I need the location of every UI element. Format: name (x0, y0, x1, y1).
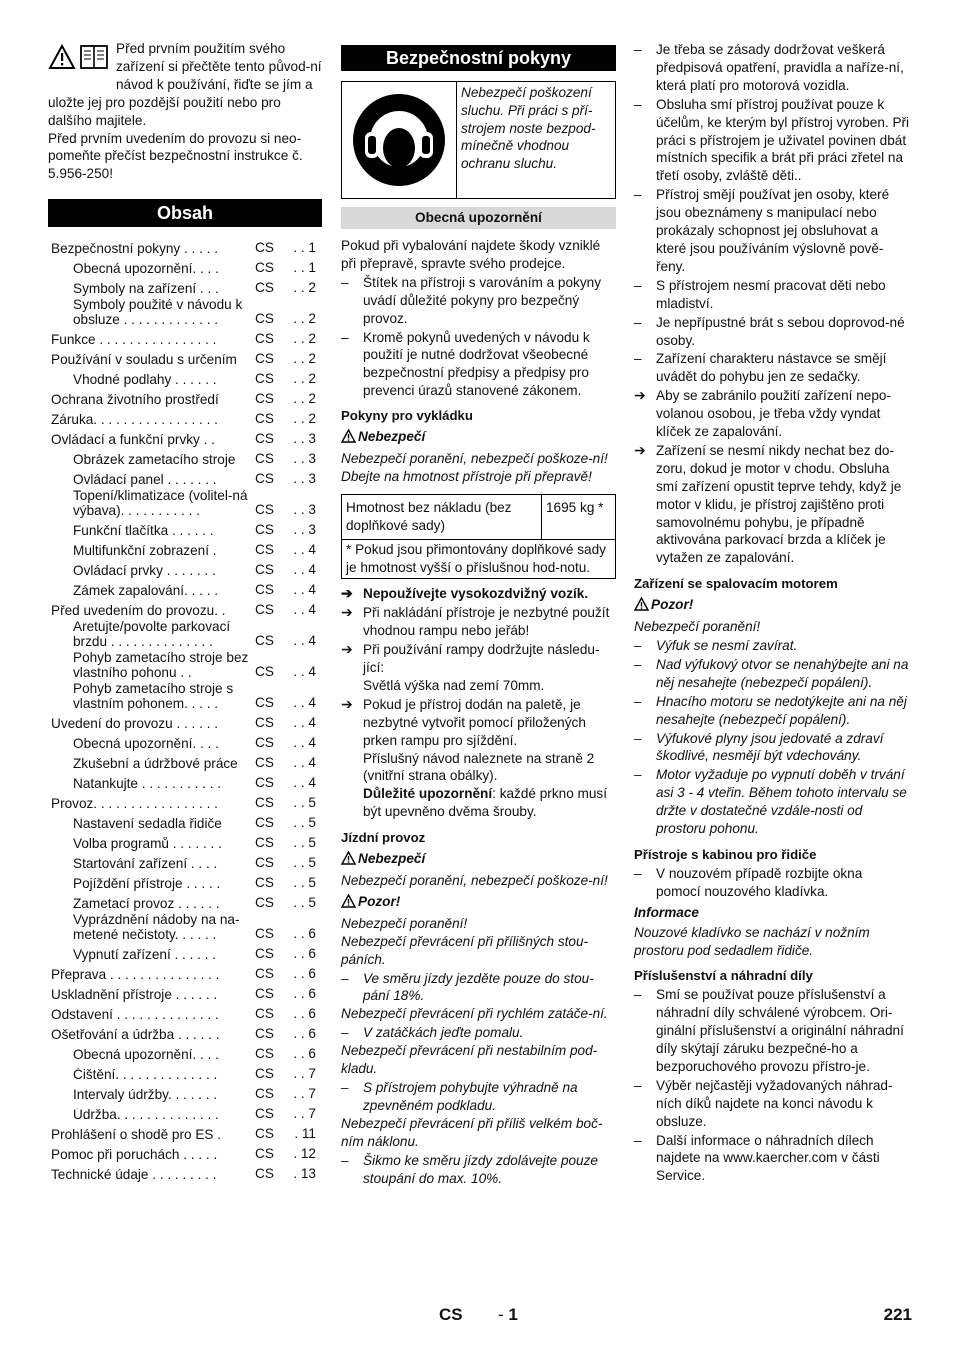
toc-entry-lang: CS (255, 855, 274, 871)
toc-entry-lang: CS (255, 391, 274, 407)
toc-row (48, 712, 322, 732)
arrow-item: ➔ Nepoužívejte vysokozdvižný vozík. (341, 585, 589, 602)
toc-entry-title: Aretujte/povolte parkovací brzdu . . . . . . . . . . . . . . (73, 620, 231, 649)
toc-entry-page: . . 1 (293, 240, 316, 256)
warning-icon (341, 893, 358, 913)
rules-list (634, 41, 910, 386)
toc-entry-title: Obecná upozornění. . . . (73, 261, 219, 276)
tip-text: Nebezpečí převrácení při přílišných stou-páních. (341, 933, 589, 967)
toc-row (48, 1163, 322, 1183)
toc-entry-title: Pohyb zametacího stroje s vlastním pohonem. . . . . (73, 682, 234, 711)
accessories-title: Příslušenství a náhradní díly (634, 968, 813, 984)
toc-entry-lang: CS (255, 1066, 274, 1082)
list-item: – V zatáčkách jeďte pomalu. (341, 1024, 616, 1042)
unload-title: Pokyny pro vykládku (341, 408, 473, 424)
column-2 (341, 45, 616, 1187)
cab-title: Přístroje s kabinou pro řidiče (634, 846, 817, 862)
toc-entry-title: Intervaly údržby. . . . . . . (73, 1087, 218, 1102)
toc-row (48, 1003, 322, 1023)
tip-text: Nebezpečí převrácení při rychlém zatáče-ní. (341, 1006, 608, 1022)
list-item: – Přístroj smějí používat jen osoby, které jsou obeznámeny s manipulací nebo prokázaly schopnost jej obsluhovat a které jsou používáním výslovně pově-řeny. (634, 186, 910, 276)
toc-entry-lang: CS (255, 331, 274, 347)
toc-entry-page: . . 4 (293, 695, 316, 711)
mass-label: Hmotnost bez nákladu (bez doplňkové sady) (342, 495, 542, 539)
general-notes-title: Obecná upozornění (341, 207, 616, 229)
toc-row (48, 852, 322, 872)
toc-entry-page: . . 4 (293, 775, 316, 791)
toc-entry-title: Záruka. . . . . . . . . . . . . . . . . (51, 412, 218, 427)
toc-entry-lang: CS (255, 946, 274, 962)
toc-row (48, 297, 322, 328)
toc-entry-title: Startování zařízení . . . . (73, 856, 218, 871)
toc-entry-lang: CS (255, 1026, 274, 1042)
toc-entry-page: . . 5 (293, 875, 316, 891)
toc-entry-title: Obrázek zametacího stroje (73, 452, 236, 467)
warning-icon (341, 428, 358, 448)
toc-row (48, 448, 322, 468)
arrow-right-icon: ➔ (341, 585, 353, 602)
toc-entry-lang: CS (255, 695, 274, 711)
intro (48, 40, 322, 183)
toc-entry-page: . . 6 (293, 966, 316, 982)
toc-row (48, 1083, 322, 1103)
safety-title: Bezpečnostní pokyny (341, 45, 616, 71)
toc-entry-lang: CS (255, 966, 274, 982)
toc-entry-title: Obecná upozornění. . . . (73, 1047, 219, 1062)
toc-row (48, 428, 322, 448)
caution-row (634, 596, 910, 616)
toc-entry-title: Zámek zapalování. . . . . (73, 583, 219, 598)
toc-entry-page: . . 3 (293, 502, 316, 518)
toc-entry-lang: CS (255, 602, 274, 618)
list-item: – Je třeba se zásady dodržovat veškerá předpisová opatření, pravidla a naříze-ní, která platí pro motorová vozidla. (634, 41, 910, 95)
toc-entry-page: . 12 (293, 1146, 316, 1162)
toc-row (48, 539, 322, 559)
toc-entry-title: Ochrana životního prostředí (51, 392, 219, 407)
toc-row (48, 277, 322, 297)
list-item: – Kromě pokynů uvedených v návodu k použití je nutné dodržovat všeobecné bezpečnostní předpisy a předpisy pro prevenci úrazů stanovené zákonem. (341, 329, 616, 401)
arrow-right-icon: ➔ (341, 695, 353, 712)
toc-entry-lang: CS (255, 1046, 274, 1062)
toc-entry-title: Volba programů . . . . . . . (73, 836, 222, 851)
toc-entry-title: Pomoc při poruchách . . . . . (51, 1147, 218, 1162)
toc-row (48, 619, 322, 650)
toc-entry-lang: CS (255, 986, 274, 1002)
toc-entry-title: Zametací provoz . . . . . . (73, 896, 220, 911)
list-item: – Další informace o náhradních dílech najdete na www.kaercher.com v části Service. (634, 1132, 910, 1186)
toc-entry-lang: CS (255, 542, 274, 558)
arrow-item: ➔ Při používání rampy dodržujte následu-jící: Světlá výška nad zemí 70mm. (341, 641, 600, 693)
drive-caution-text: Nebezpečí poranění! (341, 915, 468, 931)
toc-row (48, 832, 322, 852)
mass-table (341, 494, 616, 580)
toc-entry-page: . . 2 (293, 371, 316, 387)
warning-manual-icon (48, 44, 110, 74)
toc-entry-title: Multifunkční zobrazení . (73, 543, 217, 558)
toc-row (48, 388, 322, 408)
toc-entry-lang: CS (255, 926, 274, 942)
arrow-right-icon: ➔ (634, 441, 646, 458)
toc-entry-lang: CS (255, 522, 274, 538)
intro-paragraph-1: Před prvním použitím svého zařízení si přečtěte tento původ-ní návod k používání, řiďte se jím a uložte jej pro pozdější použití nebo pro dalšího majitele. (48, 41, 322, 128)
toc-entry-page: . . 4 (293, 715, 316, 731)
toc-row (48, 579, 322, 599)
intro-paragraph-2: Před prvním uvedením do provozu si neo-pomeňte přečíst bezpečnostní instrukce č. 5.956-250! (48, 130, 303, 182)
toc-entry-lang: CS (255, 1146, 274, 1162)
toc-title: Obsah (48, 199, 322, 227)
drive-title: Jízdní provoz (341, 830, 426, 846)
toc-entry-lang: CS (255, 451, 274, 467)
toc-row (48, 237, 322, 257)
toc-entry-page: . . 6 (293, 1046, 316, 1062)
toc-row (48, 1043, 322, 1063)
general-list (341, 274, 616, 400)
caution-label: Pozor! (651, 597, 694, 613)
toc-entry-lang: CS (255, 835, 274, 851)
toc-entry-page: . . 6 (293, 926, 316, 942)
mass-note: * Pokud jsou přimontovány doplňkové sady je hmotnost vyšší o příslušnou hod-notu. (346, 541, 606, 575)
toc-entry-title: Prohlášení o shodě pro ES . (51, 1127, 222, 1142)
toc-entry-title: Pohyb zametacího stroje bez vlastního pohonu . . (73, 651, 249, 680)
toc-entry-page: . . 2 (293, 391, 316, 407)
toc-row (48, 1123, 322, 1143)
toc-entry-title: Nastavení sedadla řidiče (73, 816, 222, 831)
toc-row (48, 559, 322, 579)
toc-row (48, 963, 322, 983)
toc-row (48, 348, 322, 368)
list-item: – Štítek na přístroji s varováním a pokyny uvádí důležité pokyny pro bezpečný provoz. (341, 274, 616, 328)
toc-entry-lang: CS (255, 1006, 274, 1022)
page-footer (0, 1306, 954, 1330)
toc-row (48, 1103, 322, 1123)
unload-danger-text: Nebezpečí poranění, nebezpečí poškoze-ní! (341, 450, 608, 466)
toc-entry-lang: CS (255, 260, 274, 276)
toc-entry-title: Vhodné podlahy . . . . . . (73, 372, 217, 387)
toc-entry-lang: CS (255, 311, 274, 327)
list-item: – Zařízení charakteru nástavce se smějí uvádět do pohybu jen ze sedačky. (634, 350, 910, 386)
arrow-item: ➔ Při nakládání přístroje je nezbytné použít vhodnou rampu nebo jeřáb! (341, 604, 610, 639)
toc-entry-lang: CS (255, 795, 274, 811)
toc-entry-page: . . 4 (293, 602, 316, 618)
mass-value: 1695 kg * (546, 499, 604, 515)
toc-row (48, 872, 322, 892)
toc-entry-lang: CS (255, 715, 274, 731)
toc-row (48, 1143, 322, 1163)
toc-entry-title: Vypnutí zařízení . . . . . . (73, 947, 217, 962)
toc-row (48, 752, 322, 772)
toc-entry-lang: CS (255, 411, 274, 427)
toc-row (48, 1063, 322, 1083)
toc-entry-page: . . 3 (293, 451, 316, 467)
list-item: – Obsluha smí přístroj používat pouze k účelům, ke kterým byl přístroj vyroben. Při práci s přístrojem je uživatel povinen dbát místních specifik a brát při práci zřetel na třetí osoby, zvláště děti.. (634, 96, 910, 186)
toc-entry-lang: CS (255, 280, 274, 296)
list-item: – S přístrojem nesmí pracovat děti nebo mladiství. (634, 277, 910, 313)
tip-text: Nebezpečí převrácení při nestabilním pod-kladu. (341, 1043, 598, 1077)
toc-entry-page: . . 3 (293, 431, 316, 447)
toc-entry-page: . . 5 (293, 815, 316, 831)
toc-entry-page: . . 4 (293, 542, 316, 558)
toc-entry-page: . 13 (293, 1166, 316, 1182)
toc-entry-lang: CS (255, 471, 274, 487)
list-item: – Ve směru jízdy jezděte pouze do stou-pání 18%. (341, 970, 616, 1006)
toc-row (48, 983, 322, 1003)
toc-entry-page: . . 4 (293, 664, 316, 680)
toc-row (48, 732, 322, 752)
toc-row (48, 408, 322, 428)
toc-entry-page: . . 2 (293, 331, 316, 347)
toc-entry-page: . . 4 (293, 633, 316, 649)
toc-entry-page: . . 2 (293, 311, 316, 327)
toc-row (48, 892, 322, 912)
toc-entry-lang: CS (255, 815, 274, 831)
list-item: – Výfukové plyny jsou jedovaté a zdraví škodlivé, nesmějí být vdechovány. (634, 730, 910, 766)
toc-entry-title: Odstavení . . . . . . . . . . . . . . (51, 1007, 219, 1022)
toc-entry-title: Provoz. . . . . . . . . . . . . . . . . (51, 796, 218, 811)
toc-entry-lang: CS (255, 755, 274, 771)
danger-label: Nebezpečí (358, 429, 426, 445)
list-item: – V nouzovém případě rozbijte okna pomocí nouzového kladívka. (634, 865, 910, 901)
toc-entry-page: . . 7 (293, 1106, 316, 1122)
caution-row (341, 893, 616, 913)
toc-entry-title: Vyprázdnění nádoby na na-metené nečistoty. . . . . . (73, 913, 240, 942)
list-item: – Motor vyžaduje po vypnutí doběh v trvání asi 3 - 4 vteřin. Během tohoto intervalu se držte v dostatečné vzdále-nosti od prostoru pohonu. (634, 766, 910, 838)
toc-entry-page: . . 3 (293, 522, 316, 538)
arrow-right-icon: ➔ (341, 641, 353, 658)
toc-entry-title: Ovládací prvky . . . . . . . (73, 563, 216, 578)
hearing-notice-text: Nebezpečí poškození sluchu. Při práci s pří-strojem noste bezpod-mínečně vhodnou ochranu sluchu. (461, 85, 596, 172)
toc-entry-page: . . 4 (293, 755, 316, 771)
toc-entry-page: . . 2 (293, 280, 316, 296)
toc-entry-title: Funkce . . . . . . . . . . . . . . . . (51, 332, 217, 347)
list-item: – Je nepřípustné brát s sebou doprovod-né osoby. (634, 314, 910, 350)
toc-row (48, 772, 322, 792)
footer-language: CS (439, 1305, 463, 1324)
toc-entry-lang: CS (255, 431, 274, 447)
toc-entry-lang: CS (255, 775, 274, 791)
toc-entry-title: Symboly na zařízení . . . (73, 281, 219, 296)
toc-entry-title: Pojíždění přístroje . . . . . (73, 876, 221, 891)
list-item: – Hnacího motoru se nedotýkejte ani na něj nesahejte (nebezpečí popálení). (634, 693, 910, 729)
toc-entry-page: . 11 (294, 1126, 316, 1142)
toc-row (48, 812, 322, 832)
toc-entry-page: . . 2 (293, 411, 316, 427)
toc-entry-page: . . 5 (293, 795, 316, 811)
accessories-list (634, 986, 910, 1185)
list-item: – S přístrojem pohybujte výhradně na zpevněném podkladu. (341, 1079, 616, 1115)
toc-entry-title: Topení/klimatizace (volitel-ná výbava). . . . . . . . . . . (73, 489, 248, 518)
column-3 (634, 40, 910, 1185)
toc-entry-page: . . 2 (293, 351, 316, 367)
toc-entry-page: . . 3 (293, 471, 316, 487)
list-item: – Nad výfukový otvor se nenahýbejte ani na něj nesahejte (nebezpečí popálení). (634, 656, 910, 692)
arrow-right-icon: ➔ (341, 604, 353, 621)
toc-row (48, 519, 322, 539)
drive-danger-text: Nebezpečí poranění, nebezpečí poškoze-ní! (341, 873, 608, 888)
toc-row (48, 488, 322, 519)
toc-row (48, 468, 322, 488)
general-intro: Pokud při vybalování najdete škody vzniklé při přepravě, spravte svého prodejce. (341, 238, 601, 271)
info-label: Informace (634, 904, 699, 920)
toc-entry-title: Ovládací panel . . . . . . . (73, 472, 217, 487)
toc-entry-lang: CS (255, 875, 274, 891)
list-item: – Smí se používat pouze příslušenství a náhradní díly schválené výrobcem. Ori-ginální příslušenství a originální náhradní díly skýtají záruku bezpečné-ho a bezporuchového provozu přístro-je. (634, 986, 910, 1076)
hearing-notice-table (341, 81, 616, 199)
toc-row (48, 1023, 322, 1043)
toc-entry-lang: CS (255, 562, 274, 578)
toc-entry-title: Uvedení do provozu . . . . . . (51, 716, 218, 731)
footer-page-number: 221 (883, 1305, 912, 1324)
arrow-right-icon: ➔ (634, 387, 646, 404)
toc-entry-title: Používání v souladu s určením (51, 352, 237, 367)
toc-entry-page: . . 6 (293, 986, 316, 1002)
engine-title: Zařízení se spalovacím motorem (634, 576, 838, 592)
arrow-item: ➔ Aby se zabránilo použití zařízení nepo-volanou osobou, je třeba vždy vyndat klíček ze zapalování. (634, 387, 892, 440)
footer-page: - 1 (498, 1305, 518, 1324)
info-text: Nouzové kladívko se nachází v nožním prostoru pod sedadlem řidiče. (634, 924, 870, 958)
toc-row (48, 650, 322, 681)
list-item: – Šikmo ke směru jízdy zdolávejte pouze stoupání do max. 10%. (341, 1152, 616, 1188)
toc-entry-title: Ovládací a funkční prvky . . (51, 432, 215, 447)
toc-entry-page: . . 1 (293, 260, 316, 276)
toc-entry-lang: CS (255, 582, 274, 598)
table-of-contents (48, 237, 322, 1183)
toc-entry-title: Před uvedením do provozu. . (51, 603, 226, 618)
toc-entry-title: Obecná upozornění. . . . (73, 736, 219, 751)
arrow-item: ➔ Zařízení se nesmí nikdy nechat bez do-zoru, dokud je motor v chodu. Obsluha smí zařízení opustit teprve tehdy, když je motor v klidu, je přístroj zajištěno proti samovolnému pohybu, je případně aktivována parkovací brzda a klíček je vytažen ze zapalování. (634, 441, 902, 566)
toc-entry-lang: CS (255, 502, 274, 518)
engine-caution-text: Nebezpečí poranění! (634, 619, 761, 635)
engine-list (634, 637, 910, 838)
column-1 (48, 40, 322, 1183)
toc-entry-lang: CS (255, 895, 274, 911)
warning-icon (341, 850, 358, 870)
arrow-item: ➔ Pokud je přístroj dodán na paletě, je nezbytné vytvořit pomocí přiložených prken rampu pro sjíždění. Příslušný návod naleznete na straně 2 (vnitřní strana obálky). Důležité upozornění: každé prkno musí být upevněno dvěma šrouby. (341, 695, 607, 820)
caution-label: Pozor! (358, 893, 401, 909)
unload-weight-note: Dbejte na hmotnost přístroje při přepravě! (341, 468, 592, 484)
danger-label: Nebezpečí (358, 851, 426, 867)
toc-entry-lang: CS (255, 351, 274, 367)
toc-entry-page: . . 6 (293, 1006, 316, 1022)
toc-entry-lang: CS (255, 1106, 274, 1122)
toc-entry-title: Technické údaje . . . . . . . . . (51, 1167, 217, 1182)
toc-entry-lang: CS (255, 664, 274, 680)
list-item: – Výběr nejčastěji vyžadovaných náhrad-ních díků najdete na konci návodu k obsluze. (634, 1077, 910, 1131)
toc-row (48, 912, 322, 943)
danger-row (341, 850, 616, 870)
toc-row (48, 328, 322, 348)
toc-entry-title: Údržba. . . . . . . . . . . . . . (73, 1107, 219, 1122)
toc-entry-title: Symboly použité v návodu k obsluze . . . . . . . . . . . . . (73, 298, 243, 327)
toc-entry-lang: CS (255, 1126, 274, 1142)
toc-entry-page: . . 4 (293, 562, 316, 578)
toc-entry-page: . . 4 (293, 582, 316, 598)
toc-entry-lang: CS (255, 240, 274, 256)
toc-entry-page: . . 5 (293, 855, 316, 871)
toc-row (48, 368, 322, 388)
toc-row (48, 943, 322, 963)
toc-entry-lang: CS (255, 735, 274, 751)
tip-text: Nebezpečí převrácení při příliš velkém boč-ním náklonu. (341, 1115, 603, 1149)
toc-entry-page: . . 4 (293, 735, 316, 751)
toc-entry-title: Zkušební a údržbové práce (73, 756, 238, 771)
toc-row (48, 599, 322, 619)
toc-entry-lang: CS (255, 371, 274, 387)
toc-entry-title: Funkční tlačítka . . . . . . (73, 523, 214, 538)
toc-row (48, 257, 322, 277)
toc-entry-lang: CS (255, 1086, 274, 1102)
danger-row (341, 428, 616, 448)
toc-entry-page: . . 5 (293, 835, 316, 851)
toc-entry-page: . . 5 (293, 895, 316, 911)
toc-entry-page: . . 7 (293, 1066, 316, 1082)
toc-entry-title: Ošetřování a údržba . . . . . . (51, 1027, 220, 1042)
toc-entry-title: Přeprava . . . . . . . . . . . . . . . (51, 967, 220, 982)
list-item: – Výfuk se nesmí zavírat. (634, 637, 910, 655)
toc-row (48, 681, 322, 712)
toc-entry-lang: CS (255, 1166, 274, 1182)
toc-entry-page: . . 6 (293, 1026, 316, 1042)
toc-entry-title: Uskladnění přístroje . . . . . . (51, 987, 218, 1002)
toc-entry-title: Natankujte . . . . . . . . . . . (73, 776, 222, 791)
toc-row (48, 792, 322, 812)
toc-entry-page: . . 7 (293, 1086, 316, 1102)
toc-entry-title: Čištění. . . . . . . . . . . . . . (73, 1067, 218, 1082)
toc-entry-page: . . 6 (293, 946, 316, 962)
toc-entry-lang: CS (255, 633, 274, 649)
toc-entry-title: Bezpečnostní pokyny . . . . . (51, 241, 218, 256)
ear-protection-icon (342, 82, 457, 198)
warning-icon (634, 596, 651, 616)
